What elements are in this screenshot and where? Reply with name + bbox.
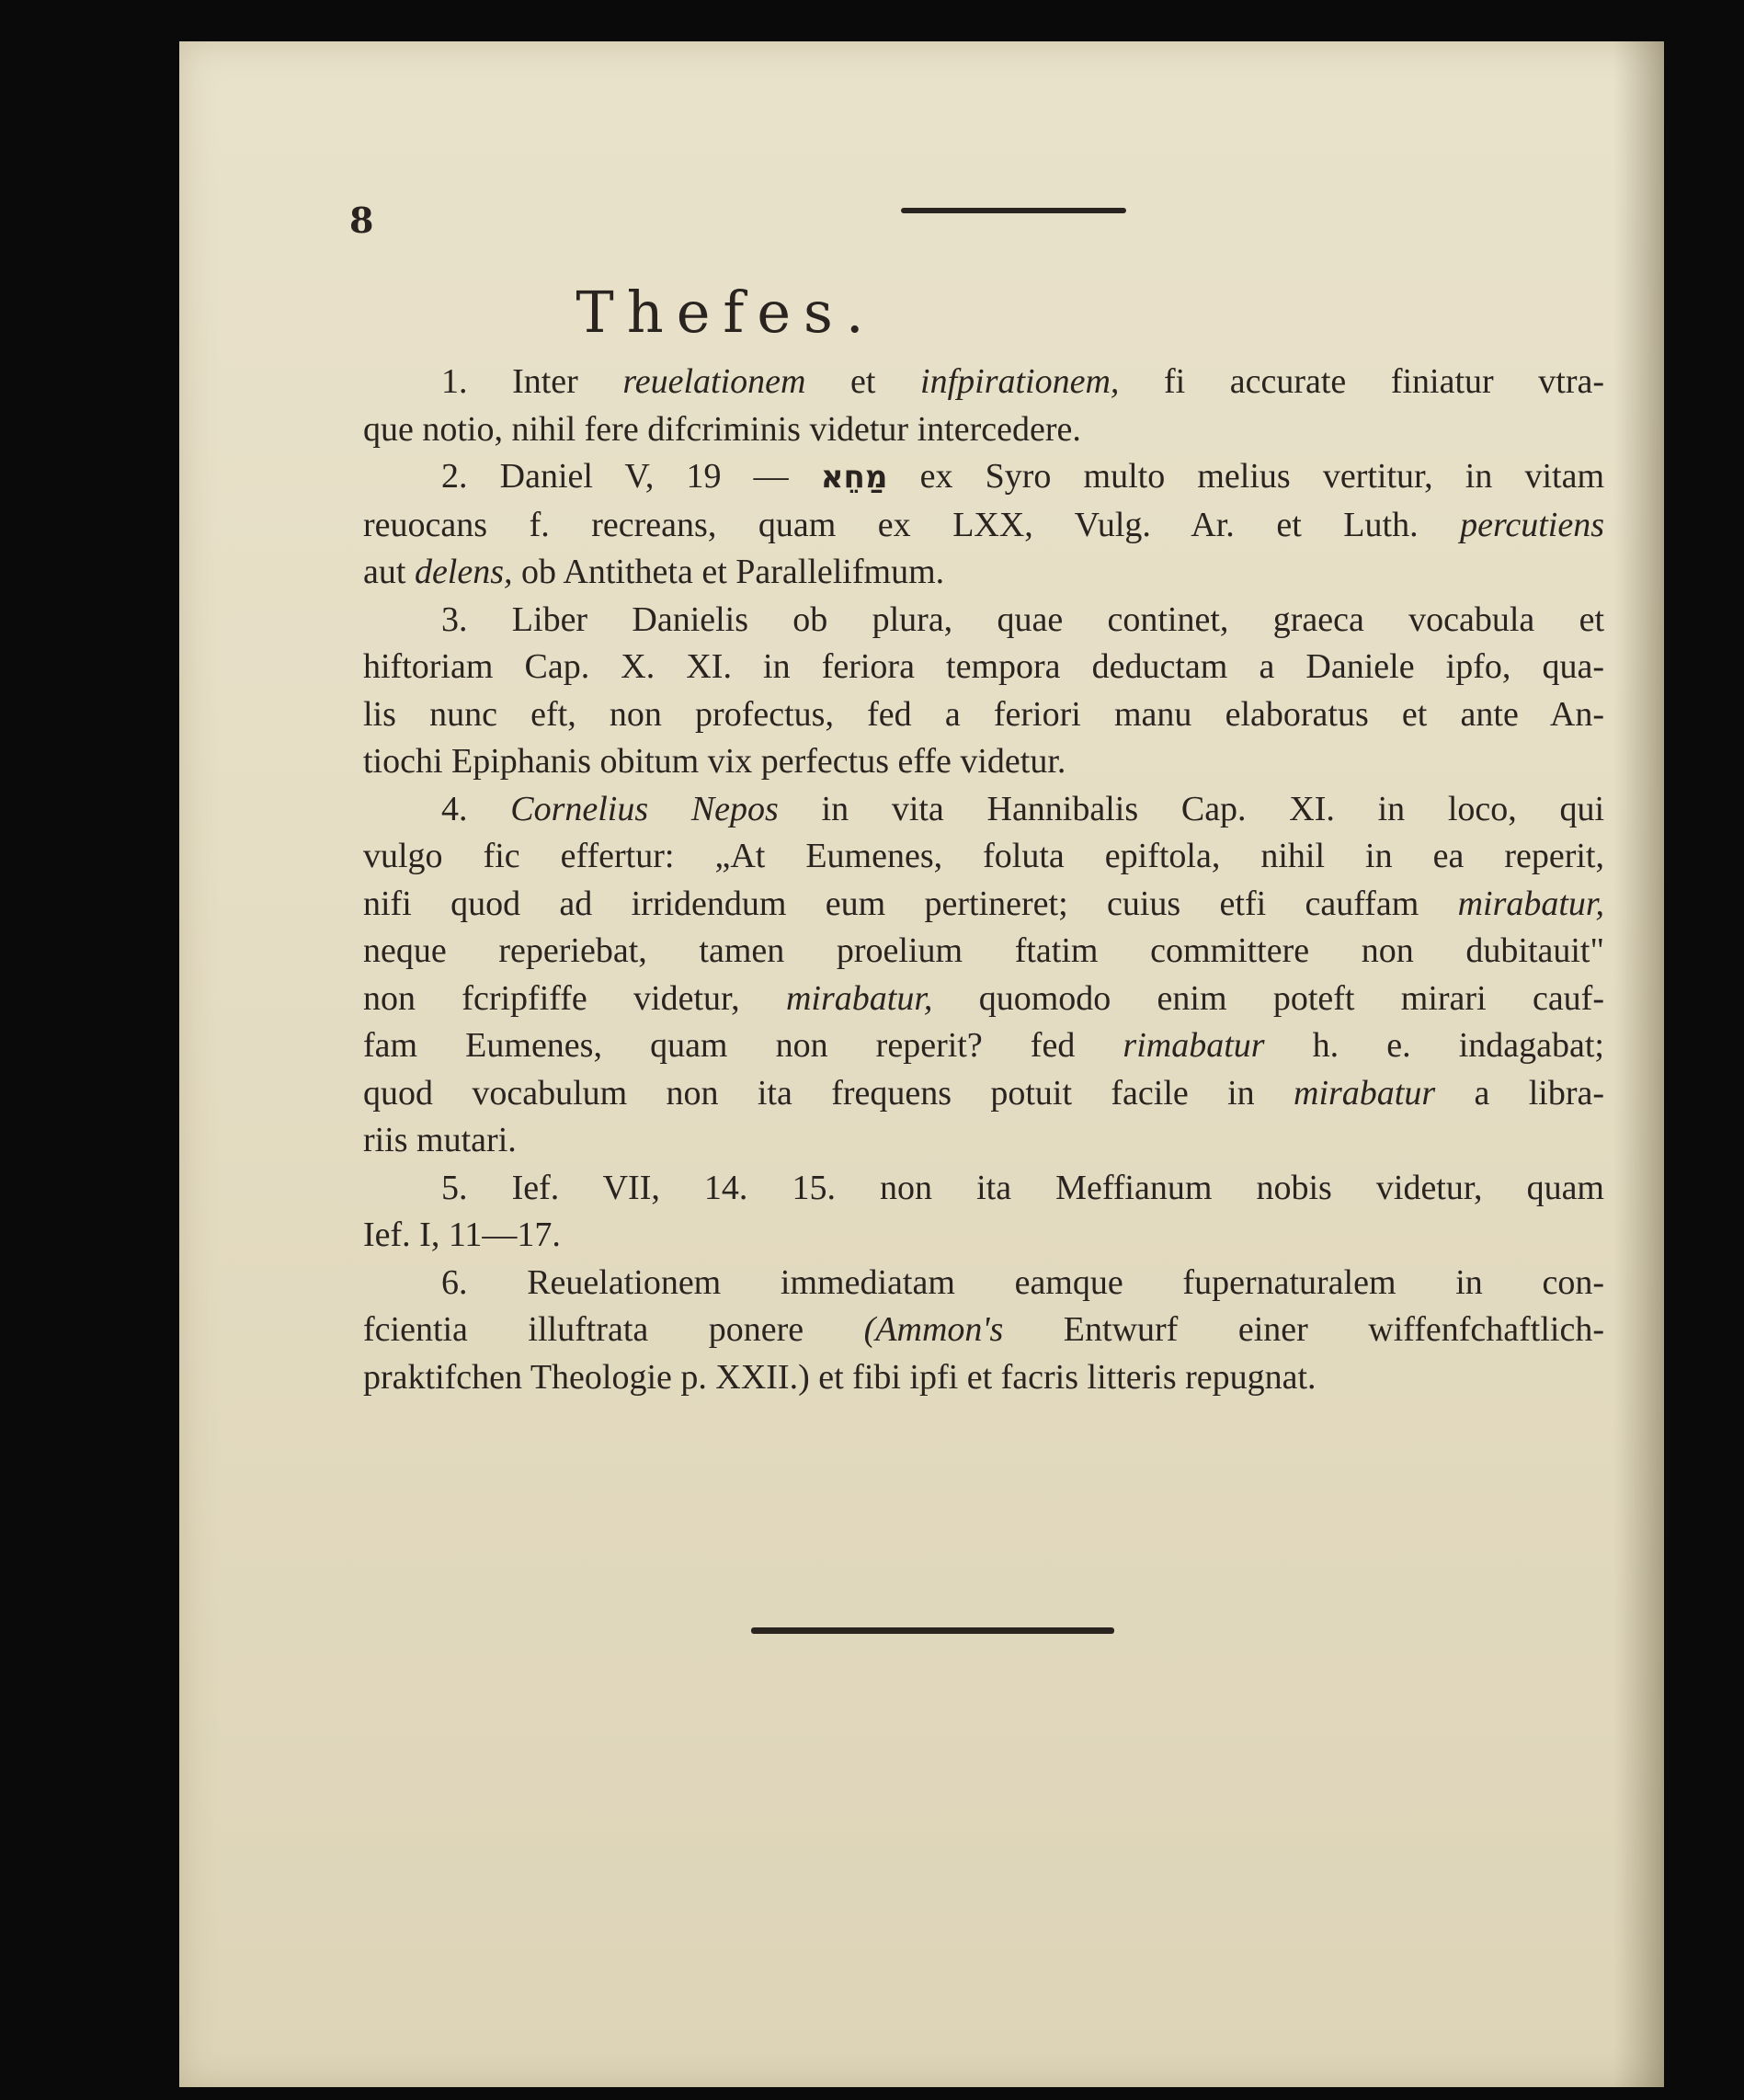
italic-phrase: (Ammon's: [863, 1310, 1004, 1349]
text-line: 1. Inter reuelationem et infpirationem, fi accurate finiatur vtra-: [441, 362, 1604, 401]
italic-phrase: percutiens: [1460, 505, 1604, 544]
text-line: vulgo fic effertur: „At Eumenes, foluta epiftola, nihil in ea reperit,: [363, 837, 1604, 875]
text-line: 6. Reuelationem immediatam eamque fupernaturalem in con-: [441, 1262, 1604, 1302]
text-line: praktifchen Theologie p. XXII.) et fibi ipfi et facris litteris repugnat.: [363, 1357, 1317, 1397]
text-line: quod vocabulum non ita frequens potuit facile in mirabatur a libra-: [363, 1073, 1604, 1113]
text-line: aut delens, ob Antitheta et Parallelifmum.: [363, 553, 945, 591]
italic-phrase: mirabatur: [1294, 1073, 1436, 1113]
text-line: fcientia illuftrata ponere (Ammon's Entwurf einer wiffenfchaftlich-: [363, 1310, 1604, 1349]
header-ornament-rule: [901, 208, 1126, 213]
page-title: Thefes.: [576, 279, 877, 346]
italic-phrase: Cornelius Nepos: [510, 789, 779, 828]
theses-list: [363, 359, 1604, 1401]
thesis-paragraph: [363, 453, 1604, 597]
text-line: neque reperiebat, tamen proelium ftatim committere non dubitauit": [363, 931, 1604, 970]
thesis-paragraph: [363, 359, 1604, 453]
text-line: 2. Daniel V, 19 — מַחֵא ex Syro multo melius vertitur, in vitam: [441, 457, 1604, 496]
page-number: 8: [349, 200, 374, 241]
text-line: non fcripfiffe videtur, mirabatur, quomodo enim poteft mirari cauf-: [363, 978, 1604, 1018]
text-line: 3. Liber Danielis ob plura, quae continet, graeca vocabula et: [441, 599, 1604, 639]
italic-phrase: infpirationem,: [920, 362, 1120, 401]
hebrew-word: מַחֵא: [820, 459, 888, 496]
italic-phrase: mirabatur,: [1457, 884, 1604, 923]
thesis-paragraph: [363, 1165, 1604, 1260]
italic-phrase: rimabatur: [1123, 1026, 1265, 1065]
thesis-paragraph: [363, 1260, 1604, 1402]
footer-ornament-rule: [751, 1627, 1114, 1634]
thesis-paragraph: [363, 597, 1604, 786]
italic-phrase: mirabatur,: [785, 978, 933, 1018]
text-line: reuocans f. recreans, quam ex LXX, Vulg. Ar. et Luth. percutiens: [363, 505, 1604, 544]
text-line: riis mutari.: [363, 1121, 517, 1159]
text-line: nifi quod ad irridendum eum pertineret; cuius etfi cauffam mirabatur,: [363, 884, 1604, 923]
text-line: fam Eumenes, quam non reperit? fed rimabatur h. e. indagabat;: [363, 1026, 1604, 1065]
thesis-paragraph: [363, 786, 1604, 1165]
italic-phrase: delens,: [414, 553, 513, 591]
book-page: [179, 41, 1664, 2087]
italic-phrase: reuelationem: [622, 362, 806, 401]
text-line: lis nunc eft, non profectus, fed a feriori manu elaboratus et ante An-: [363, 694, 1604, 734]
text-line: hiftoriam Cap. X. XI. in feriora tempora deductam a Daniele ipfo, qua-: [363, 647, 1604, 686]
text-line: tiochi Epiphanis obitum vix perfectus effe videtur.: [363, 742, 1066, 781]
text-line: 4. Cornelius Nepos in vita Hannibalis Cap. XI. in loco, qui: [441, 789, 1605, 828]
text-line: 5. Ief. VII, 14. 15. non ita Meffianum nobis videtur, quam: [441, 1168, 1604, 1207]
text-line: que notio, nihil fere difcriminis videtur intercedere.: [363, 409, 1081, 449]
text-line: Ief. I, 11—17.: [363, 1215, 561, 1254]
